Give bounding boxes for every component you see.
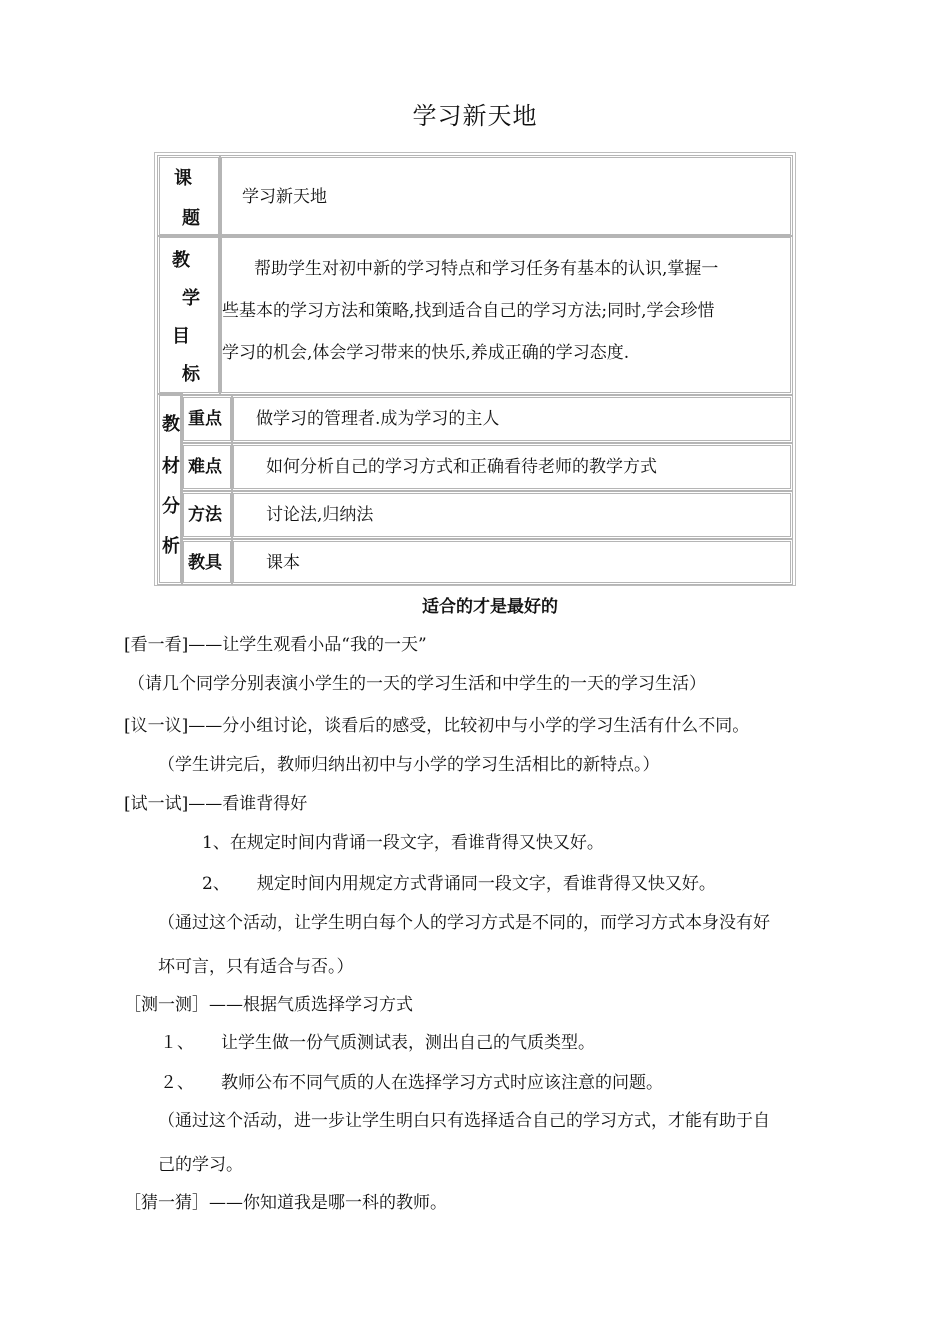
body-line-6: 1、在规定时间内背诵一段文字，看谁背得又快又好。	[202, 833, 604, 853]
body-line-10: ［测一测］——根据气质选择学习方式	[124, 995, 413, 1015]
analysis-row-3-value-cell	[231, 491, 793, 539]
analysis-row-1-value: 做学习的管理者.成为学习的主人	[256, 409, 500, 429]
analysis-row-3-label: 方法	[188, 505, 222, 525]
analysis-label-char-2: 材	[162, 456, 180, 477]
body-line-3: [议一议]——分小组讨论，谈看后的感受，比较初中与小学的学习生活有什么不同。	[124, 716, 750, 736]
goal-line-1: 帮助学生对初中新的学习特点和学习任务有基本的认识,掌握一	[254, 259, 719, 279]
goal-line-3: 学习的机会,体会学习带来的快乐,养成正确的学习态度.	[222, 343, 630, 363]
analysis-row-4-label-cell	[181, 539, 233, 585]
analysis-label-char-4: 析	[162, 536, 180, 557]
body-line-14: 己的学习。	[158, 1155, 243, 1175]
analysis-row-1-value-cell	[231, 395, 793, 443]
body-line-9: 坏可言，只有适合与否。）	[158, 957, 354, 977]
goal-label-char-1: 教	[172, 250, 190, 271]
body-line-7: 2、 规定时间内用规定方式背诵同一段文字，看谁背得又快又好。	[202, 874, 716, 894]
analysis-row-3-label-cell	[181, 491, 233, 539]
body-line-5: [试一试]——看谁背得好	[124, 794, 308, 814]
body-line-1: [看一看]——让学生观看小品“我的一天”	[124, 635, 427, 655]
topic-value-cell	[219, 155, 793, 237]
goal-label-char-2: 学	[182, 288, 200, 309]
goal-label-char-3: 目	[172, 326, 190, 347]
goal-line-2: 些基本的学习方法和策略,找到适合自己的学习方法;同时,学会珍惜	[222, 301, 715, 321]
body-line-2: （请几个同学分别表演小学生的一天的学习生活和中学生的一天的学习生活）	[128, 674, 706, 694]
analysis-label-cell	[157, 393, 183, 585]
topic-label-char-1: 课	[174, 168, 192, 189]
body-line-8: （通过这个活动，让学生明白每个人的学习方式是不同的，而学习方式本身没有好	[158, 913, 770, 933]
goal-label-char-4: 标	[182, 364, 200, 385]
section-title: 适合的才是最好的	[422, 597, 558, 617]
lesson-plan-table	[154, 152, 796, 586]
analysis-label-char-1: 教	[162, 414, 180, 435]
analysis-label-char-3: 分	[162, 496, 180, 517]
body-line-13: （通过这个活动，进一步让学生明白只有选择适合自己的学习方式，才能有助于自	[158, 1111, 770, 1131]
topic-value: 学习新天地	[242, 187, 327, 207]
analysis-row-4-value: 课本	[266, 553, 300, 573]
analysis-row-4-label: 教具	[188, 553, 222, 573]
analysis-row-2-label: 难点	[188, 457, 222, 477]
analysis-row-1-label-cell	[181, 395, 233, 443]
analysis-row-2-value: 如何分析自己的学习方式和正确看待老师的教学方式	[266, 457, 657, 477]
analysis-row-3-value: 讨论法,归纳法	[266, 505, 374, 525]
body-line-11: １、 让学生做一份气质测试表，测出自己的气质类型。	[160, 1033, 596, 1053]
body-line-15: ［猜一猜］——你知道我是哪一科的教师。	[124, 1193, 447, 1213]
document-title: 学习新天地	[412, 102, 538, 130]
goal-value-cell	[219, 235, 793, 395]
topic-label-cell	[157, 155, 221, 237]
analysis-row-2-value-cell	[231, 443, 793, 491]
analysis-row-4-value-cell	[231, 539, 793, 585]
goal-label-cell	[157, 235, 221, 395]
body-line-4: （学生讲完后，教师归纳出初中与小学的学习生活相比的新特点。）	[158, 755, 660, 775]
topic-label-char-2: 题	[182, 208, 200, 229]
analysis-row-2-label-cell	[181, 443, 233, 491]
analysis-row-1-label: 重点	[188, 409, 222, 429]
body-line-12: ２、 教师公布不同气质的人在选择学习方式时应该注意的问题。	[160, 1073, 664, 1093]
